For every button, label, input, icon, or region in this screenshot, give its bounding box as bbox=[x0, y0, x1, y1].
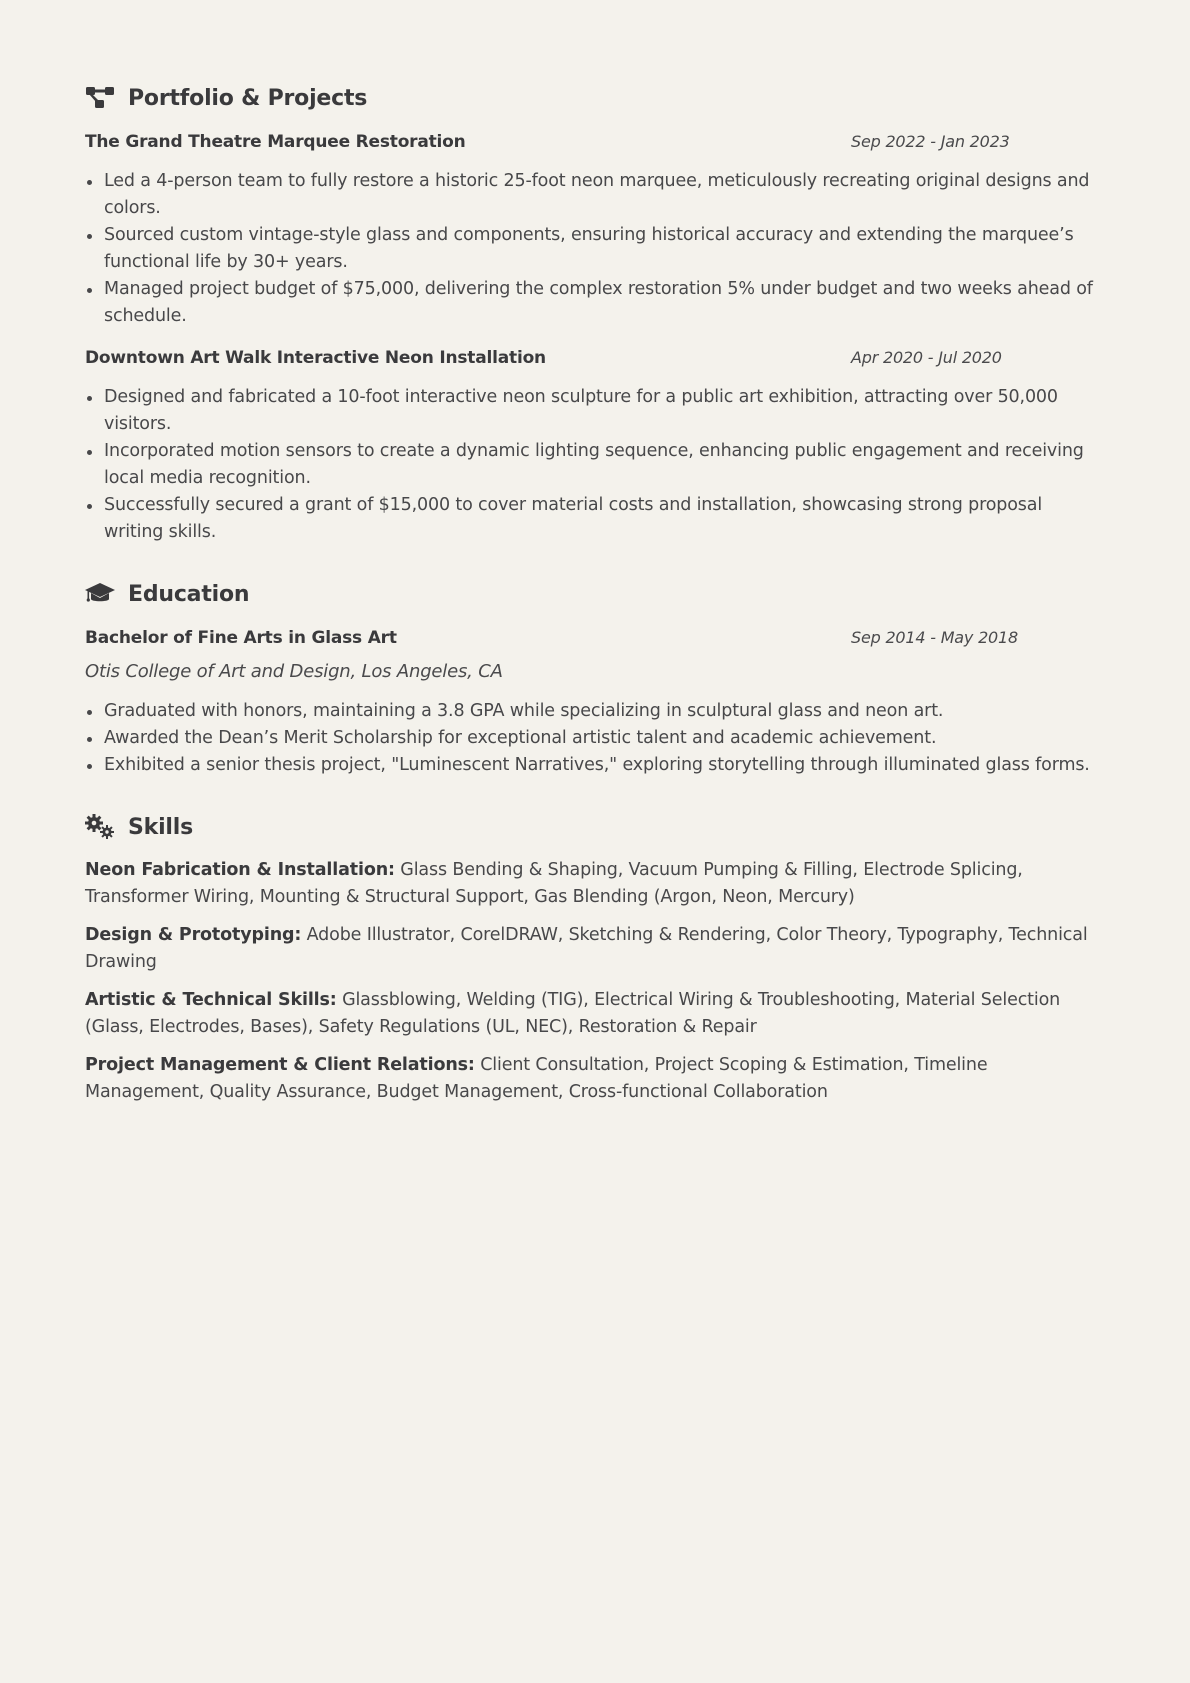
degree-title: Bachelor of Fine Arts in Glass Art bbox=[85, 628, 397, 648]
skill-group-label: Project Management & Client Relations: bbox=[85, 1055, 475, 1075]
skill-group-label: Neon Fabrication & Installation: bbox=[85, 860, 395, 880]
skill-group-label: Artistic & Technical Skills: bbox=[85, 990, 337, 1010]
bullet-item: Graduated with honors, maintaining a 3.8 GPA while specializing in sculptural glass and neon art. bbox=[85, 698, 1105, 725]
skill-group bbox=[85, 857, 1105, 911]
bullet-item: Designed and fabricated a 10-foot interactive neon sculpture for a public art exhibition, attracting over 50,000 visitors. bbox=[85, 384, 1105, 438]
skill-group bbox=[85, 1052, 1105, 1106]
skills-section bbox=[85, 809, 1105, 1106]
bullet-item: Awarded the Dean’s Merit Scholarship for exceptional artistic talent and academic achievement. bbox=[85, 725, 1105, 752]
skill-group-items: Adobe Illustrator, CorelDRAW, Sketching & Rendering, Color Theory, Typography, Technical Drawing bbox=[85, 925, 1088, 972]
skill-group-items: Client Consultation, Project Scoping & Estimation, Timeline Management, Quality Assurance, Budget Management, Cross-functional Collaboration bbox=[85, 1055, 988, 1102]
entry-header bbox=[85, 624, 1105, 652]
institution-name: Otis College of Art and Design, Los Angeles, CA bbox=[85, 661, 503, 682]
bullet-item: Successfully secured a grant of $15,000 to cover material costs and installation, showcasing strong proposal writing skills. bbox=[85, 492, 1105, 546]
education-section bbox=[85, 576, 1105, 779]
project-title: Downtown Art Walk Interactive Neon Installation bbox=[85, 348, 546, 368]
bullet-item: Exhibited a senior thesis project, "Luminescent Narratives," exploring storytelling through illuminated glass forms. bbox=[85, 752, 1105, 779]
project-title: The Grand Theatre Marquee Restoration bbox=[85, 132, 466, 152]
project-entry bbox=[85, 128, 1105, 330]
projects-section-header bbox=[85, 80, 1105, 116]
gears-icon bbox=[85, 814, 115, 840]
section-title: Portfolio & Projects bbox=[128, 85, 368, 111]
education-section-header bbox=[85, 576, 1105, 612]
bullet-item: Led a 4-person team to fully restore a historic 25-foot neon marquee, meticulously recreating original designs and colors. bbox=[85, 168, 1105, 222]
bullet-list bbox=[85, 698, 1105, 779]
education-date: Sep 2014 - May 2018 bbox=[851, 628, 1018, 647]
skills-section-header bbox=[85, 809, 1105, 845]
bullet-item: Incorporated motion sensors to create a dynamic lighting sequence, enhancing public engagement and receiving local media recognition. bbox=[85, 438, 1105, 492]
education-entry bbox=[85, 624, 1105, 779]
bullet-list bbox=[85, 168, 1105, 330]
entry-header bbox=[85, 344, 1105, 372]
skill-group-items: Glass Bending & Shaping, Vacuum Pumping & Filling, Electrode Splicing, Transformer Wiring, Mounting & Structural Support, Gas Blending (Argon, Neon, Mercury) bbox=[85, 860, 1023, 907]
projects-section bbox=[85, 80, 1105, 546]
section-title: Education bbox=[128, 581, 250, 607]
bullet-item: Sourced custom vintage-style glass and components, ensuring historical accuracy and extending the marquee’s functional life by 30+ years. bbox=[85, 222, 1105, 276]
skill-group bbox=[85, 987, 1105, 1041]
entry-header bbox=[85, 128, 1105, 156]
bullet-item: Managed project budget of $75,000, delivering the complex restoration 5% under budget and two weeks ahead of schedule. bbox=[85, 276, 1105, 330]
skill-group bbox=[85, 922, 1105, 976]
skill-group-items: Glassblowing, Welding (TIG), Electrical Wiring & Troubleshooting, Material Selection (Glass, Electrodes, Bases), Safety Regulations (UL, NEC), Restoration & Repair bbox=[85, 990, 1061, 1037]
project-date: Sep 2022 - Jan 2023 bbox=[851, 132, 1010, 151]
bullet-list bbox=[85, 384, 1105, 546]
section-title: Skills bbox=[128, 814, 193, 840]
project-date: Apr 2020 - Jul 2020 bbox=[851, 348, 1002, 367]
skill-group-label: Design & Prototyping: bbox=[85, 925, 302, 945]
project-entry bbox=[85, 344, 1105, 546]
graduation-cap-icon bbox=[85, 581, 115, 607]
project-diagram-icon bbox=[85, 85, 115, 111]
